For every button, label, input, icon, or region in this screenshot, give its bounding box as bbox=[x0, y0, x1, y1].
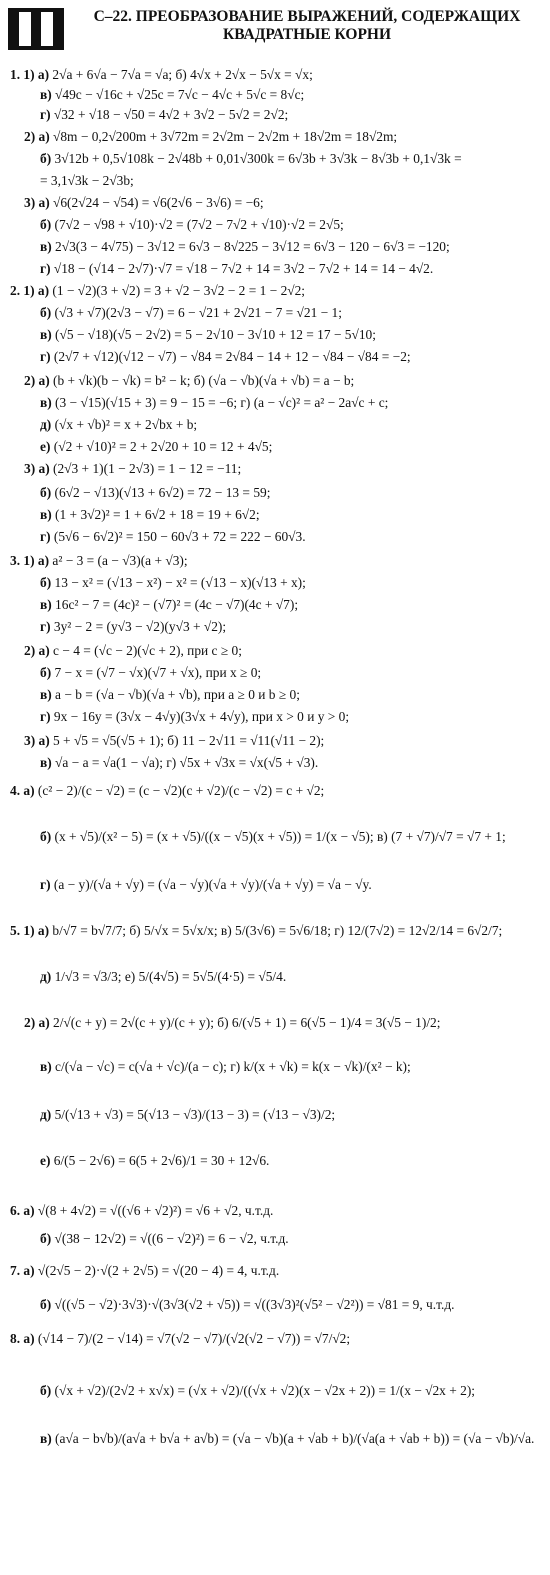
solution-label: б) bbox=[40, 1231, 55, 1246]
solution-line bbox=[24, 1014, 440, 1032]
title-line-2: КВАДРАТНЫЕ КОРНИ bbox=[222, 26, 392, 43]
solution-label: б) bbox=[40, 217, 55, 232]
solution-label: 4. а) bbox=[10, 783, 38, 798]
solution-line bbox=[40, 326, 376, 344]
section-badge bbox=[8, 8, 64, 50]
solution-text: c/(√a − √c) = c(√a + √c)/(a − c); г) k/(x + √k) = k(x − √k)/(x² − k); bbox=[55, 1059, 411, 1074]
solution-label: в) bbox=[40, 395, 56, 410]
solution-text: √18 − (√14 − 2√7)·√7 = √18 − 7√2 + 14 = 3√2 − 7√2 + 14 = 14 − 4√2. bbox=[53, 261, 434, 276]
solution-line bbox=[40, 596, 298, 614]
solution-label: 3) а) bbox=[24, 195, 54, 210]
solution-line bbox=[40, 664, 261, 682]
solution-text: 3√12b + 0,5√108k − 2√48b + 0,01√300k = 6√3b + 3√3k − 8√3b + 0,1√3k = bbox=[54, 151, 462, 166]
solution-line bbox=[40, 618, 226, 636]
solution-line bbox=[10, 66, 313, 84]
solution-label: г) bbox=[40, 529, 54, 544]
solution-text: 2√3(3 − 4√75) − 3√12 = 6√3 − 8√225 − 3√12 = 6√3 − 120 − 6√3 = −120; bbox=[55, 239, 450, 254]
solution-text: b/√7 = b√7/7; б) 5/√x = 5√x/x; в) 5/(3√6) = 5√6/18; г) 12/(7√2) = 12√2/14 = 6√2/7; bbox=[52, 923, 503, 938]
solution-text: 16c² − 7 = (4c)² − (√7)² = (4c − √7)(4c + √7); bbox=[55, 597, 299, 612]
solution-label: 2) а) bbox=[24, 643, 54, 658]
solution-line bbox=[40, 1230, 289, 1248]
solution-text: (2√7 + √12)(√12 − √7) − √84 = 2√84 − 14 + 12 − √84 − √84 = −2; bbox=[53, 349, 411, 364]
solution-text: 2√a + 6√a − 7√a = √a; б) 4√x + 2√x − 5√x = √x; bbox=[52, 67, 313, 82]
solution-label: б) bbox=[40, 1383, 55, 1398]
solution-line bbox=[10, 782, 324, 800]
solution-text: (√x + √b)² = x + 2√bx + b; bbox=[54, 417, 198, 432]
solution-line bbox=[24, 642, 242, 660]
solution-label: г) bbox=[40, 709, 54, 724]
solution-line bbox=[40, 304, 342, 322]
section-title bbox=[72, 8, 542, 44]
solution-label: г) bbox=[40, 349, 54, 364]
solution-text: (b + √k)(b − √k) = b² − k; б) (√a − √b)(√a + √b) = a − b; bbox=[53, 373, 355, 388]
solution-line bbox=[10, 922, 502, 940]
solution-label: в) bbox=[40, 87, 56, 102]
solution-text: √((√5 − √2)·3√3)·√(3√3(√2 + √5)) = √((3√3)²(√5² − √2²)) = √81 = 9, ч.т.д. bbox=[54, 1297, 455, 1312]
solution-text: 13 − x² = (√13 − x²) − x² = (√13 − x)(√13 + x); bbox=[54, 575, 306, 590]
solution-label: 2) а) bbox=[24, 1015, 54, 1030]
solution-text: (√5 − √18)(√5 − 2√2) = 5 − 2√10 − 3√10 + 12 = 17 − 5√10; bbox=[55, 327, 376, 342]
solution-line bbox=[40, 876, 372, 894]
solution-label: г) bbox=[40, 107, 54, 122]
solution-label: д) bbox=[40, 1107, 55, 1122]
solution-line bbox=[40, 348, 411, 366]
solution-label: в) bbox=[40, 507, 56, 522]
solution-text: (√x + √2)/(2√2 + x√x) = (√x + √2)/((√x + √2)(x − √2x + 2)) = 1/(x − √2x + 2); bbox=[54, 1383, 475, 1398]
solution-line bbox=[24, 194, 264, 212]
solution-line bbox=[24, 732, 324, 750]
solution-label: в) bbox=[40, 239, 56, 254]
solution-text: (√3 + √7)(2√3 − √7) = 6 − √21 + 2√21 − 7 = √21 − 1; bbox=[54, 305, 342, 320]
solution-text: √(2√5 − 2)·√(2 + 2√5) = √(20 − 4) = 4, ч.т.д. bbox=[37, 1263, 280, 1278]
solution-line bbox=[24, 460, 241, 478]
solution-line bbox=[40, 484, 270, 502]
solution-label: 2) а) bbox=[24, 373, 54, 388]
solution-label: е) bbox=[40, 439, 54, 454]
solution-text: 6/(5 − 2√6) = 6(5 + 2√6)/1 = 30 + 12√6. bbox=[53, 1153, 270, 1168]
solution-label: 2) а) bbox=[24, 129, 54, 144]
solution-line bbox=[40, 528, 306, 546]
solution-line bbox=[40, 150, 462, 168]
solution-text: (1 − √2)(3 + √2) = 3 + √2 − 3√2 − 2 = 1 − 2√2; bbox=[52, 283, 306, 298]
solution-line bbox=[40, 1296, 455, 1314]
solution-label: б) bbox=[40, 829, 55, 844]
solution-line bbox=[40, 828, 506, 846]
solution-label: 3) а) bbox=[24, 733, 54, 748]
solution-line bbox=[10, 282, 305, 300]
solution-label: б) bbox=[40, 151, 55, 166]
solution-label: в) bbox=[40, 1059, 56, 1074]
solution-label: г) bbox=[40, 877, 54, 892]
solution-text: (x + √5)/(x² − 5) = (x + √5)/((x − √5)(x + √5)) = 1/(x − √5); в) (7 + √7)/√7 = √7 + 1; bbox=[54, 829, 506, 844]
solution-text: √a − a = √a(1 − √a); г) √5x + √3x = √x(√5 + √3). bbox=[55, 755, 319, 770]
solution-line bbox=[40, 686, 300, 704]
solution-line bbox=[40, 1152, 269, 1170]
solution-text: √(8 + 4√2) = √((√6 + √2)²) = √6 + √2, ч.т.д. bbox=[37, 1203, 274, 1218]
solution-label: д) bbox=[40, 417, 55, 432]
solution-label: д) bbox=[40, 969, 55, 984]
solution-line bbox=[40, 172, 134, 190]
solution-label: 2. 1) а) bbox=[10, 283, 53, 298]
solution-line bbox=[40, 968, 286, 986]
solution-label: б) bbox=[40, 1297, 55, 1312]
solution-label: 8. а) bbox=[10, 1331, 38, 1346]
solution-line bbox=[40, 754, 318, 772]
solution-label: г) bbox=[40, 619, 54, 634]
solution-text: √6(2√24 − √54) = √6(2√6 − 3√6) = −6; bbox=[53, 195, 264, 210]
solution-text: (c² − 2)/(c − √2) = (c − √2)(c + √2)/(c − √2) = c + √2; bbox=[37, 783, 325, 798]
solution-line bbox=[40, 708, 349, 726]
solution-text: √32 + √18 − √50 = 4√2 + 3√2 − 5√2 = 2√2; bbox=[53, 107, 289, 122]
title-line-1: С–22. ПРЕОБРАЗОВАНИЕ ВЫРАЖЕНИЙ, СОДЕРЖАЩИХ bbox=[93, 8, 521, 25]
solution-line bbox=[40, 106, 288, 124]
solution-text: = 3,1√3k − 2√3b; bbox=[40, 173, 134, 188]
solution-label: в) bbox=[40, 1431, 56, 1446]
solution-label: в) bbox=[40, 755, 56, 770]
solution-line bbox=[40, 260, 433, 278]
solution-label: 5. 1) а) bbox=[10, 923, 53, 938]
solution-line bbox=[40, 216, 344, 234]
solution-text: (√2 + √10)² = 2 + 2√20 + 10 = 12 + 4√5; bbox=[53, 439, 273, 454]
solution-text: 3y² − 2 = (y√3 − √2)(y√3 + √2); bbox=[53, 619, 227, 634]
solution-label: в) bbox=[40, 327, 56, 342]
solution-line bbox=[40, 416, 197, 434]
solution-text: 9x − 16y = (3√x − 4√y)(3√x + 4√y), при x > 0 и y > 0; bbox=[53, 709, 350, 724]
solution-label: 1. 1) а) bbox=[10, 67, 53, 82]
solution-label: в) bbox=[40, 687, 56, 702]
solution-label: б) bbox=[40, 665, 55, 680]
solution-text: (1 + 3√2)² = 1 + 6√2 + 18 = 19 + 6√2; bbox=[55, 507, 260, 522]
solution-label: в) bbox=[40, 597, 56, 612]
solution-line bbox=[40, 1430, 534, 1448]
solution-text: (2√3 + 1)(1 − 2√3) = 1 − 12 = −11; bbox=[53, 461, 242, 476]
solution-line bbox=[10, 1330, 350, 1348]
solution-line bbox=[40, 574, 306, 592]
solution-label: 3. 1) а) bbox=[10, 553, 53, 568]
solution-text: √(38 − 12√2) = √((6 − √2)²) = 6 − √2, ч.т.д. bbox=[54, 1231, 289, 1246]
solution-text: √49c − √16c + √25c = 7√c − 4√c + 5√c = 8√c; bbox=[55, 87, 305, 102]
solution-line bbox=[40, 1382, 475, 1400]
solution-line bbox=[40, 1106, 335, 1124]
solution-label: б) bbox=[40, 575, 55, 590]
solution-line bbox=[10, 552, 188, 570]
solution-text: a² − 3 = (a − √3)(a + √3); bbox=[52, 553, 188, 568]
solution-line bbox=[40, 394, 388, 412]
badge-bar-left bbox=[19, 12, 31, 46]
solution-label: г) bbox=[40, 261, 54, 276]
solution-label: е) bbox=[40, 1153, 54, 1168]
solution-text: (6√2 − √13)(√13 + 6√2) = 72 − 13 = 59; bbox=[54, 485, 271, 500]
solution-text: 5 + √5 = √5(√5 + 1); б) 11 − 2√11 = √11(√11 − 2); bbox=[53, 733, 325, 748]
solution-text: a − b = (√a − √b)(√a + √b), при a ≥ 0 и b ≥ 0; bbox=[55, 687, 300, 702]
badge-bar-right bbox=[41, 12, 53, 46]
solution-line bbox=[40, 506, 260, 524]
solution-label: 6. а) bbox=[10, 1203, 38, 1218]
solution-text: (√14 − 7)/(2 − √14) = √7(√2 − √7)/(√2(√2 − √7)) = √7/√2; bbox=[37, 1331, 351, 1346]
solution-text: (a√a − b√b)/(a√a + b√a + a√b) = (√a − √b)(a + √ab + b)/(√a(a + √ab + b)) = (√a − √b)/√a. bbox=[55, 1431, 535, 1446]
solution-label: б) bbox=[40, 305, 55, 320]
solution-line bbox=[40, 238, 450, 256]
solution-text: 1/√3 = √3/3; е) 5/(4√5) = 5√5/(4·5) = √5/4. bbox=[54, 969, 287, 984]
solution-line bbox=[24, 128, 397, 146]
solution-text: 5/(√13 + √3) = 5(√13 − √3)/(13 − 3) = (√13 − √3)/2; bbox=[54, 1107, 336, 1122]
solution-text: (a − y)/(√a + √y) = (√a − √y)(√a + √y)/(√a + √y) = √a − √y. bbox=[53, 877, 372, 892]
solution-text: (3 − √15)(√15 + 3) = 9 − 15 = −6; г) (a − √c)² = a² − 2a√c + c; bbox=[55, 395, 389, 410]
solution-line bbox=[40, 86, 304, 104]
solution-line bbox=[24, 372, 354, 390]
solution-text: 2/√(c + y) = 2√(c + y)/(c + y); б) 6/(√5 + 1) = 6(√5 − 1)/4 = 3(√5 − 1)/2; bbox=[53, 1015, 441, 1030]
solution-line bbox=[40, 438, 272, 456]
solution-line bbox=[40, 1058, 411, 1076]
solution-line bbox=[10, 1202, 273, 1220]
solution-label: 7. а) bbox=[10, 1263, 38, 1278]
solution-line bbox=[10, 1262, 279, 1280]
solution-text: (5√6 − 6√2)² = 150 − 60√3 + 72 = 222 − 60√3. bbox=[53, 529, 306, 544]
page-header bbox=[8, 6, 544, 64]
solution-label: б) bbox=[40, 485, 55, 500]
solution-label: 3) а) bbox=[24, 461, 54, 476]
solution-text: c − 4 = (√c − 2)(√c + 2), при c ≥ 0; bbox=[53, 643, 242, 658]
solution-text: √8m − 0,2√200m + 3√72m = 2√2m − 2√2m + 18√2m = 18√2m; bbox=[53, 129, 398, 144]
solution-text: (7√2 − √98 + √10)·√2 = (7√2 − 7√2 + √10)·√2 = 2√5; bbox=[54, 217, 344, 232]
solution-text: 7 − x = (√7 − √x)(√7 + √x), при x ≥ 0; bbox=[54, 665, 262, 680]
